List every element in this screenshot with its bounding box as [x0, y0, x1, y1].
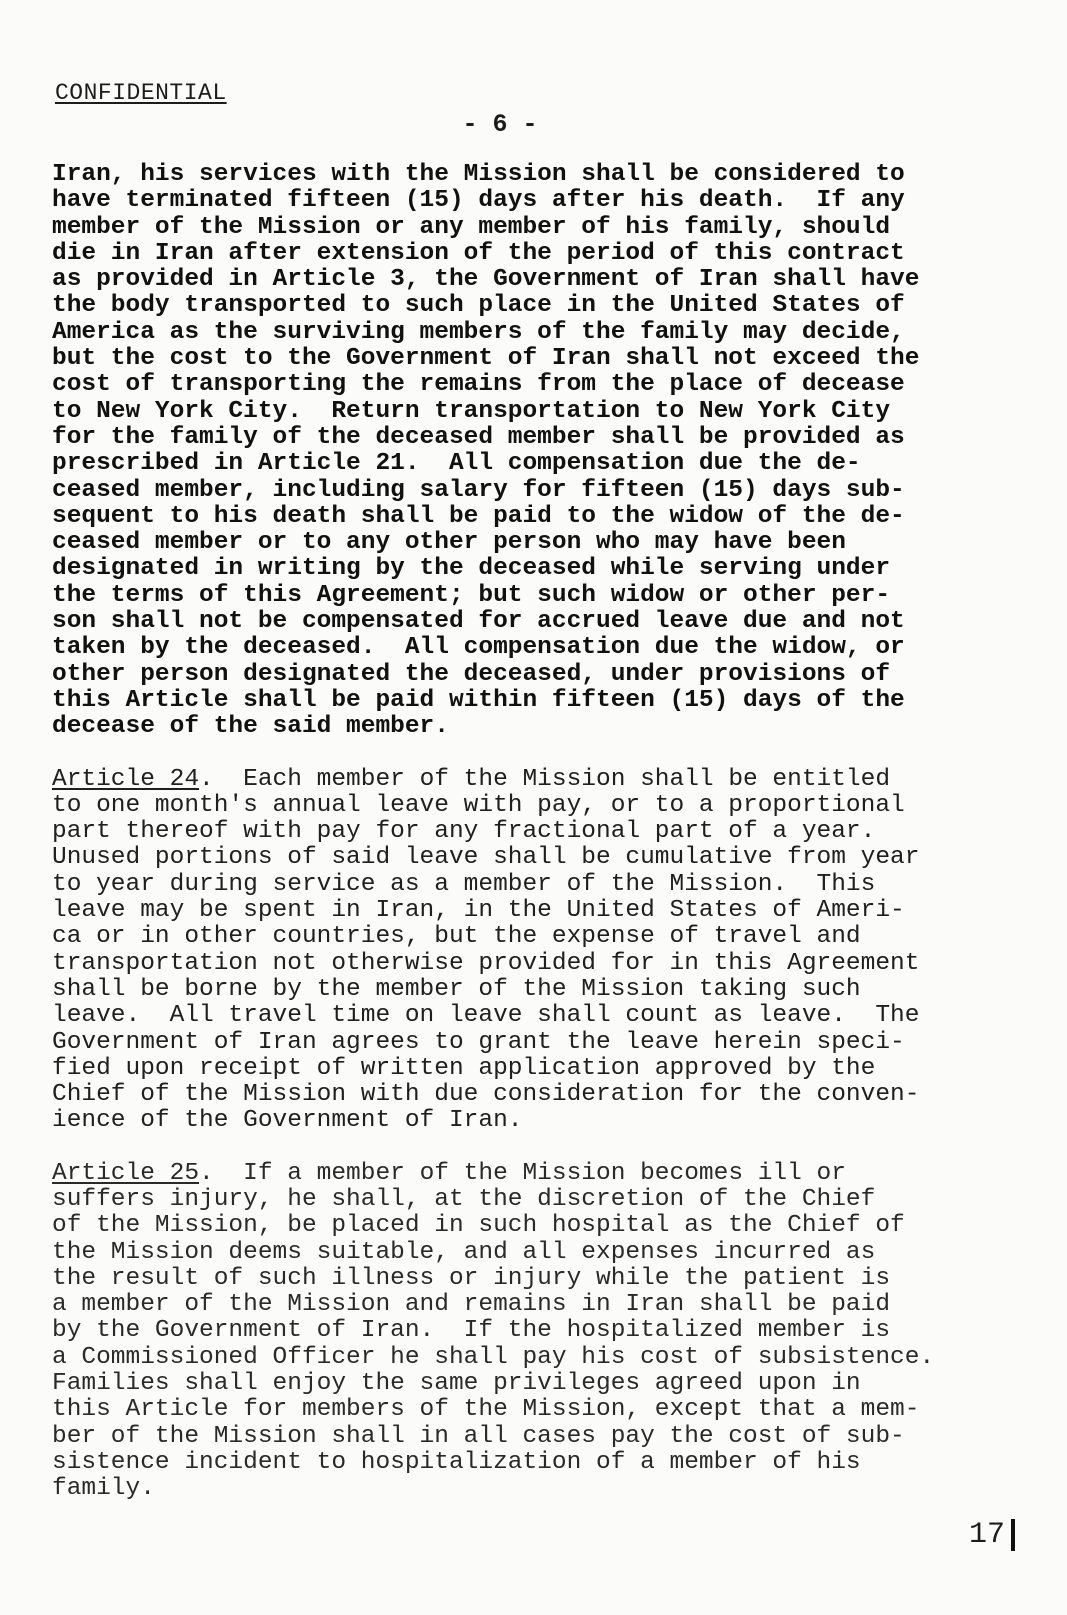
continuation-paragraph: Iran, his services with the Mission shall be considered to have terminated fifteen (15) days after his death. If any member of the Mission or any member of his family, should die in Iran after extension of the period of this contract as provided in Article 3, the Government of Iran shall have the body transported to such place in the United States of America as the surviving members of the family may decide, but the cost to the Government of Iran shall not exceed the cost of transporting the remains from the place of decease to New York City. Return transportation to New York City for the family of the deceased member shall be provided as prescribed in Article 21. All compensation due the de- ceased member, including salary for fifteen (15) days sub- sequent to his death shall be paid to the widow of the de- ceased member or to any other person who may have been designated in writing by the deceased while serving under the terms of this Agreement; but such widow or other per- son shall not be compensated for accrued leave due and not taken by the deceased. All compensation due the widow, or other person designated the deceased, under provisions of this Article shall be paid within fifteen (15) days of the decease of the said member. — [52, 161, 920, 741]
article-25-heading: Article 25 — [52, 1159, 200, 1187]
document-body — [52, 162, 1032, 1503]
article-24-text: . Each member of the Mission shall be entitled to one month's annual leave with pay, or to a proportional part thereof with pay for any fractional part of a year. Unused portions of said leave shall be cumulative from year to year during service as a member of the Mission. This leave may be spent in Iran, in the United States of Ameri- ca or in other countries, but the expense of travel and transportation not otherwise provided for in this Agreement shall be borne by the member of the Mission taking such leave. All travel time on leave shall count as leave. The Government of Iran agrees to grant the leave herein speci- fied upon receipt of written application approved by the Chief of the Mission with due consideration for the conven- ience of the Government of Iran. — [52, 765, 920, 1135]
document-number — [969, 1518, 1015, 1552]
article-24-paragraph — [52, 767, 1032, 1135]
page-edge-mark — [1011, 1519, 1015, 1551]
classification-marking: CONFIDENTIAL — [55, 80, 227, 106]
page-number: - 6 - — [462, 110, 538, 139]
article-25-paragraph — [52, 1161, 1032, 1503]
article-25-text: . If a member of the Mission becomes ill or suffers injury, he shall, at the discretion of the Chief of the Mission, be placed in such hospital as the Chief of the Mission deems suitable, and all expenses incurred as the result of such illness or injury while the patient is a member of the Mission and remains in Iran shall be paid by the Government of Iran. If the hospitalized member is a Commissioned Officer he shall pay his cost of subsistence. Families shall enjoy the same privileges agreed upon in this Article for members of the Mission, except that a mem- ber of the Mission shall in all cases pay the cost of sub- sistence incident to hospitalization of a member of his family. — [52, 1159, 935, 1503]
document-number-text: 17 — [968, 1518, 1005, 1552]
article-24-heading: Article 24 — [52, 765, 200, 793]
